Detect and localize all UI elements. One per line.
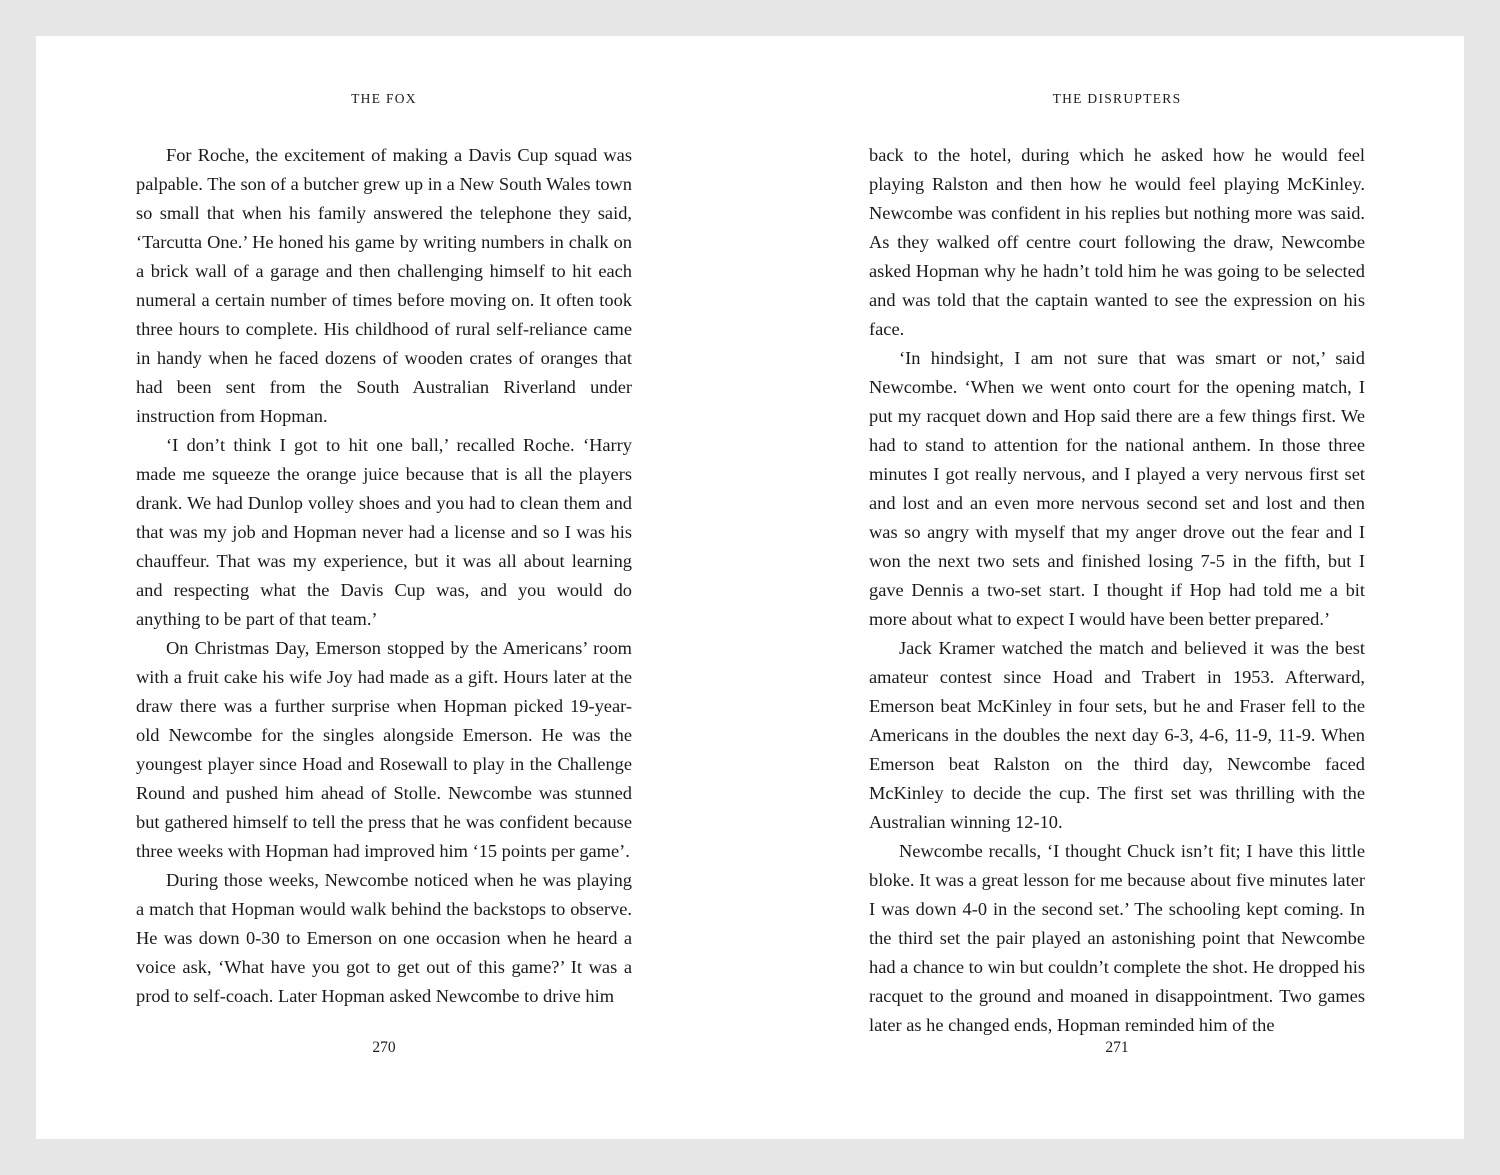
paragraph: On Christmas Day, Emerson stopped by the Americans’ room with a fruit cake his wife Joy had made as a gift. Hours later at the draw there was a further surprise when Hopman picked 19-year-old Newcombe for the singles alongside Emerson. He was the youngest player since Hoad and Rosewall to play in the Challenge Round and pushed him ahead of Stolle. Newcombe was stunned but gathered himself to tell the press that he was confident because three weeks with Hopman had improved him ‘15 points per game’. bbox=[136, 638, 632, 861]
paragraph: Newcombe recalls, ‘I thought Chuck isn’t fit; I have this little bloke. It was a great lesson for me because about five minutes later I was down 4-0 in the second set.’ The schooling kept coming. In the third set the pair played an astonishing point that Newcombe had a chance to win but couldn’t complete the shot. He dropped his racquet to the ground and moaned in disappointment. Two games later as he changed ends, Hopman reminded him of the bbox=[869, 841, 1365, 1035]
right-page bbox=[869, 36, 1365, 1139]
paragraph: ‘I don’t think I got to hit one ball,’ recalled Roche. ‘Harry made me squeeze the orange juice because that is all the players drank. We had Dunlop volley shoes and you had to clean them and that was my job and Hopman never had a license and so I was his chauffeur. That was my experience, but it was all about learning and respecting what the Davis Cup was, and you would do anything to be part of that team.’ bbox=[136, 435, 632, 629]
left-page bbox=[136, 36, 632, 1139]
body-text bbox=[869, 141, 1365, 1040]
book-spread bbox=[36, 36, 1464, 1139]
paragraph: Jack Kramer watched the match and believed it was the best amateur contest since Hoad and Trabert in 1953. Afterward, Emerson beat McKinley in four sets, but he and Fraser fell to the Americans in the doubles the next day 6-3, 4-6, 11-9, 11-9. When Emerson beat Ralston on the third day, Newcombe faced McKinley to decide the cup. The first set was thrilling with the Australian winning 12-10. bbox=[869, 638, 1365, 832]
paragraph: During those weeks, Newcombe noticed when he was playing a match that Hopman would walk behind the backstops to observe. He was down 0-30 to Emerson on one occasion when he heard a voice ask, ‘What have you got to get out of this game?’ It was a prod to self-coach. Later Hopman asked Newcombe to drive him bbox=[136, 870, 632, 1006]
paragraph: back to the hotel, during which he asked how he would feel playing Ralston and then how he would feel playing McKinley. Newcombe was confident in his replies but nothing more was said. As they walked off centre court following the draw, Newcombe asked Hopman why he hadn’t told him he was going to be selected and was told that the captain wanted to see the expression on his face. bbox=[869, 145, 1365, 339]
page-number: 271 bbox=[1105, 1039, 1129, 1056]
page-number: 270 bbox=[372, 1039, 396, 1056]
paragraph: For Roche, the excitement of making a Davis Cup squad was palpable. The son of a butcher grew up in a New South Wales town so small that when his family answered the telephone they said, ‘Tarcutta One.’ He honed his game by writing numbers in chalk on a brick wall of a garage and then challenging himself to hit each numeral a certain number of times before moving on. It often took three hours to complete. His childhood of rural self-reliance came in handy when he faced dozens of wooden crates of oranges that had been sent from the South Australian Riverland under instruction from Hopman. bbox=[136, 145, 632, 426]
paragraph: ‘In hindsight, I am not sure that was smart or not,’ said Newcombe. ‘When we went onto court for the opening match, I put my racquet down and Hop said there are a few things first. We had to stand to attention for the national anthem. In those three minutes I got really nervous, and I played a very nervous first set and lost and an even more nervous second set and lost and then was so angry with myself that my anger drove out the fear and I won the next two sets and finished losing 7-5 in the fifth, but I gave Dennis a two-set start. I thought if Hop had told me a bit more about what to expect I would have been better prepared.’ bbox=[869, 348, 1365, 629]
body-text bbox=[136, 141, 632, 1011]
running-head: THE FOX bbox=[351, 91, 417, 106]
running-head: THE DISRUPTERS bbox=[1052, 91, 1182, 106]
